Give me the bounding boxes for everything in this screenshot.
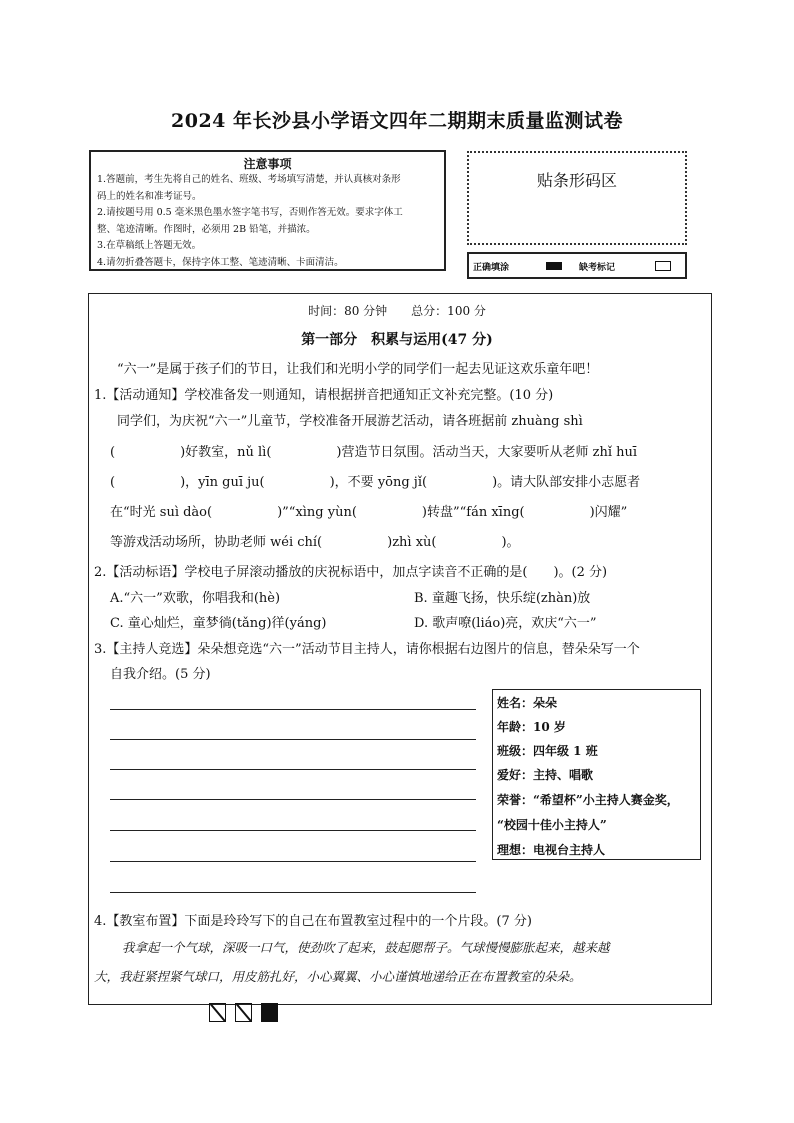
info-honor: 荣誉：“希望杯”小主持人赛金奖， (497, 793, 679, 807)
answer-line[interactable] (110, 892, 476, 893)
notice-line: 1.答题前，考生先将自己的姓名、班级、考场填写清楚，并认真核对条形 (97, 174, 401, 185)
barcode-area (467, 151, 687, 245)
answer-line[interactable] (110, 799, 476, 800)
info-age: 年龄：10 岁 (497, 720, 566, 734)
q2-option-c: C. 童心灿烂，童梦徜(tǎng)徉(yáng) (110, 616, 327, 631)
notice-line: 2.请按题号用 0.5 毫米黑色墨水签字笔书写，否则作答无效。要求字体工 (97, 207, 403, 218)
q2-option-d: D. 歌声嘹(liáo)亮，欢庆“六一” (414, 616, 597, 631)
q4-title: 4.【教室布置】下面是玲玲写下的自己在布置教室过程中的一个片段。(7 分) (94, 914, 532, 929)
q1-line: ( )好教室，nǔ lì( )营造节日氛围。活动当天，大家要听从老师 zhǐ huī (110, 445, 638, 460)
answer-line[interactable] (110, 861, 476, 862)
answer-line[interactable] (110, 709, 476, 710)
q4-paragraph-cont: 大，我赶紧捏紧气球口，用皮筋扎好，小心翼翼、小心谨慎地递给正在布置教室的朵朵。 (94, 969, 582, 984)
correct-fill-label: 正确填涂 (473, 263, 510, 273)
q2-option-a: A.“六一”欢歌，你唱我和(hè) (110, 591, 281, 606)
q4-paragraph: 我拿起一个气球，深吸一口气，使劲吹了起来，鼓起腮帮子。气球慢慢膨胀起来，越来越 (122, 940, 610, 955)
q1-line: 在“时光 suì dào( )”“xìng yùn( )转盘”“fán xīng( )闪耀” (110, 505, 628, 520)
q3-title-cont: 自我介绍。(5 分) (110, 667, 211, 682)
info-ideal: 理想：电视台主持人 (497, 843, 606, 857)
notice-line: 3.在草稿纸上答题无效。 (97, 240, 202, 251)
filled-mark-icon (546, 262, 562, 270)
notice-line: 整、笔迹清晰。作图时，必须用 2B 铅笔，并描浓。 (97, 223, 316, 235)
info-honor-cont: “校园十佳小主持人” (497, 818, 607, 832)
candidate-info-card (492, 689, 701, 860)
notice-line: 4.请勿折叠答题卡，保持字体工整、笔迹清晰、卡面清洁。 (97, 256, 344, 268)
page-marker-filled-icon (261, 1003, 278, 1022)
answer-line[interactable] (110, 739, 476, 740)
answer-line[interactable] (110, 769, 476, 770)
fill-marks-box (467, 252, 687, 279)
absent-checkbox[interactable] (655, 261, 671, 271)
page-marker-icon (235, 1003, 252, 1022)
info-hobby: 爱好：主持、唱歌 (497, 768, 594, 782)
info-class: 班级：四年级 1 班 (497, 744, 598, 758)
q2-option-b: B. 童趣飞扬，快乐绽(zhàn)放 (414, 591, 591, 606)
exam-title: 2024 年长沙县小学语文四年二期期末质量监测试卷 (171, 110, 623, 132)
absent-mark-label: 缺考标记 (579, 263, 616, 273)
q3-title: 3.【主持人竞选】朵朵想竞选“六一”活动节目主持人，请你根据右边图片的信息，替朵朵写一个 (94, 642, 640, 657)
q1-line: ( )，yīn guī ju( )，不要 yōng jǐ( )。请大队部安排小志愿者 (110, 475, 641, 490)
notice-heading: 注意事项 (243, 157, 292, 171)
q2-title: 2.【活动标语】学校电子屏滚动播放的庆祝标语中，加点字读音不正确的是( )。(2 分) (94, 565, 608, 580)
q1-line: 等游戏活动场所，协助老师 wéi chí( )zhì xù( )。 (110, 535, 520, 550)
info-name: 姓名：朵朵 (497, 696, 558, 710)
barcode-label: 贴条形码区 (536, 171, 617, 190)
answer-line[interactable] (110, 830, 476, 831)
intro-text: “六一”是属于孩子们的节日，让我们和光明小学的同学们一起去见证这欢乐童年吧！ (117, 362, 599, 377)
q1-line: 同学们，为庆祝“六一”儿童节，学校准备开展游艺活动，请各班据前 zhuàng shì (117, 414, 583, 429)
time-score-line: 时间：80 分钟 总分：100 分 (308, 304, 486, 318)
section-heading: 第一部分 积累与运用(47 分) (301, 332, 493, 348)
notice-line: 码上的姓名和准考证号。 (97, 190, 202, 202)
page-marker-icon (209, 1003, 226, 1022)
notice-box (89, 150, 446, 271)
q1-title: 1.【活动通知】学校准备发一则通知，请根据拼音把通知正文补充完整。(10 分) (94, 388, 554, 403)
